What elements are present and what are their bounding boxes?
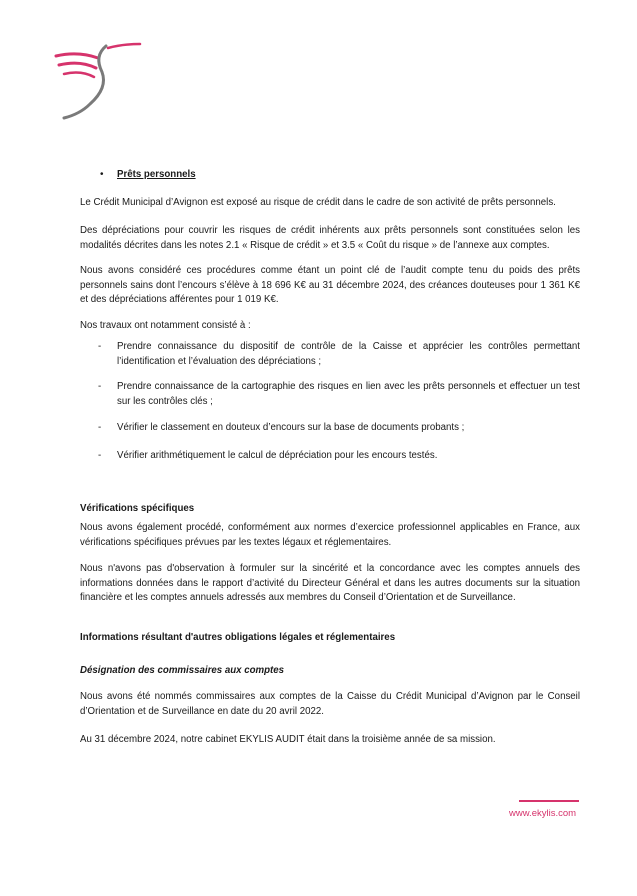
paragraph: Nous avons été nommés commissaires aux comptes de la Caisse du Crédit Municipal d’Avignon par le Conseil d’Orientation et de Surveillance en date du 20 avril 2022. (80, 691, 580, 717)
section-heading: Informations résultant d'autres obligations légales et réglementaires (80, 632, 396, 643)
footer-url[interactable]: www.ekylis.com (509, 808, 577, 819)
paragraph: Nous avons considéré ces procédures comme étant un point clé de l’audit compte tenu du poids des prêts personnels sains dont l’encours s’élève à 18 696 K€ au 31 décembre 2024, des créances douteuses pour 1 361 K€ et des dépréciations afférentes pour 1 019 K€. (80, 265, 580, 305)
paragraph: Des dépréciations pour couvrir les risques de crédit inhérents aux prêts personnels sont constituées selon les modalités décrites dans les notes 2.1 « Risque de crédit » et 3.5 « Coût du risque » de l’annexe aux comptes. (80, 225, 580, 251)
dash-bullet-icon: - (98, 422, 102, 433)
paragraph: Nous avons également procédé, conformément aux normes d’exercice professionnel applicables en France, aux vérifications spécifiques prévues par les textes légaux et réglementaires. (80, 522, 580, 548)
footer-rule (519, 800, 579, 802)
section-heading: Prêts personnels (117, 169, 196, 180)
section-heading: Vérifications spécifiques (80, 503, 195, 514)
subsection-heading: Désignation des commissaires aux comptes (80, 665, 285, 676)
dash-bullet-icon: - (98, 450, 102, 461)
bullet-dot-icon: • (100, 169, 104, 180)
list-item: Vérifier arithmétiquement le calcul de dépréciation pour les encours testés. (117, 450, 438, 461)
list-item: Prendre connaissance du dispositif de contrôle de la Caisse et apprécier les contrôles permettant l’identification et l’évaluation des dépréciations ; (117, 341, 580, 367)
list-item: Vérifier le classement en douteux d’encours sur la base de documents probants ; (117, 422, 465, 433)
paragraph: Nos travaux ont notamment consisté à : (80, 320, 251, 331)
paragraph: Au 31 décembre 2024, notre cabinet EKYLIS AUDIT était dans la troisième année de sa mission. (80, 734, 496, 745)
dash-bullet-icon: - (98, 341, 102, 352)
ekylis-logo-icon (50, 38, 150, 123)
list-item: Prendre connaissance de la cartographie des risques en lien avec les prêts personnels et effectuer un test sur les contrôles clés ; (117, 381, 580, 407)
paragraph: Nous n'avons pas d'observation à formuler sur la sincérité et la concordance avec les comptes annuels des informations données dans le rapport d’activité du Directeur Général et dans les autres documents sur la situation financière et les comptes annuels adressés aux membres du Conseil d’Orientation et de Surveillance. (80, 563, 580, 603)
paragraph: Le Crédit Municipal d’Avignon est exposé au risque de crédit dans le cadre de son activité de prêts personnels. (80, 197, 556, 208)
dash-bullet-icon: - (98, 381, 102, 392)
